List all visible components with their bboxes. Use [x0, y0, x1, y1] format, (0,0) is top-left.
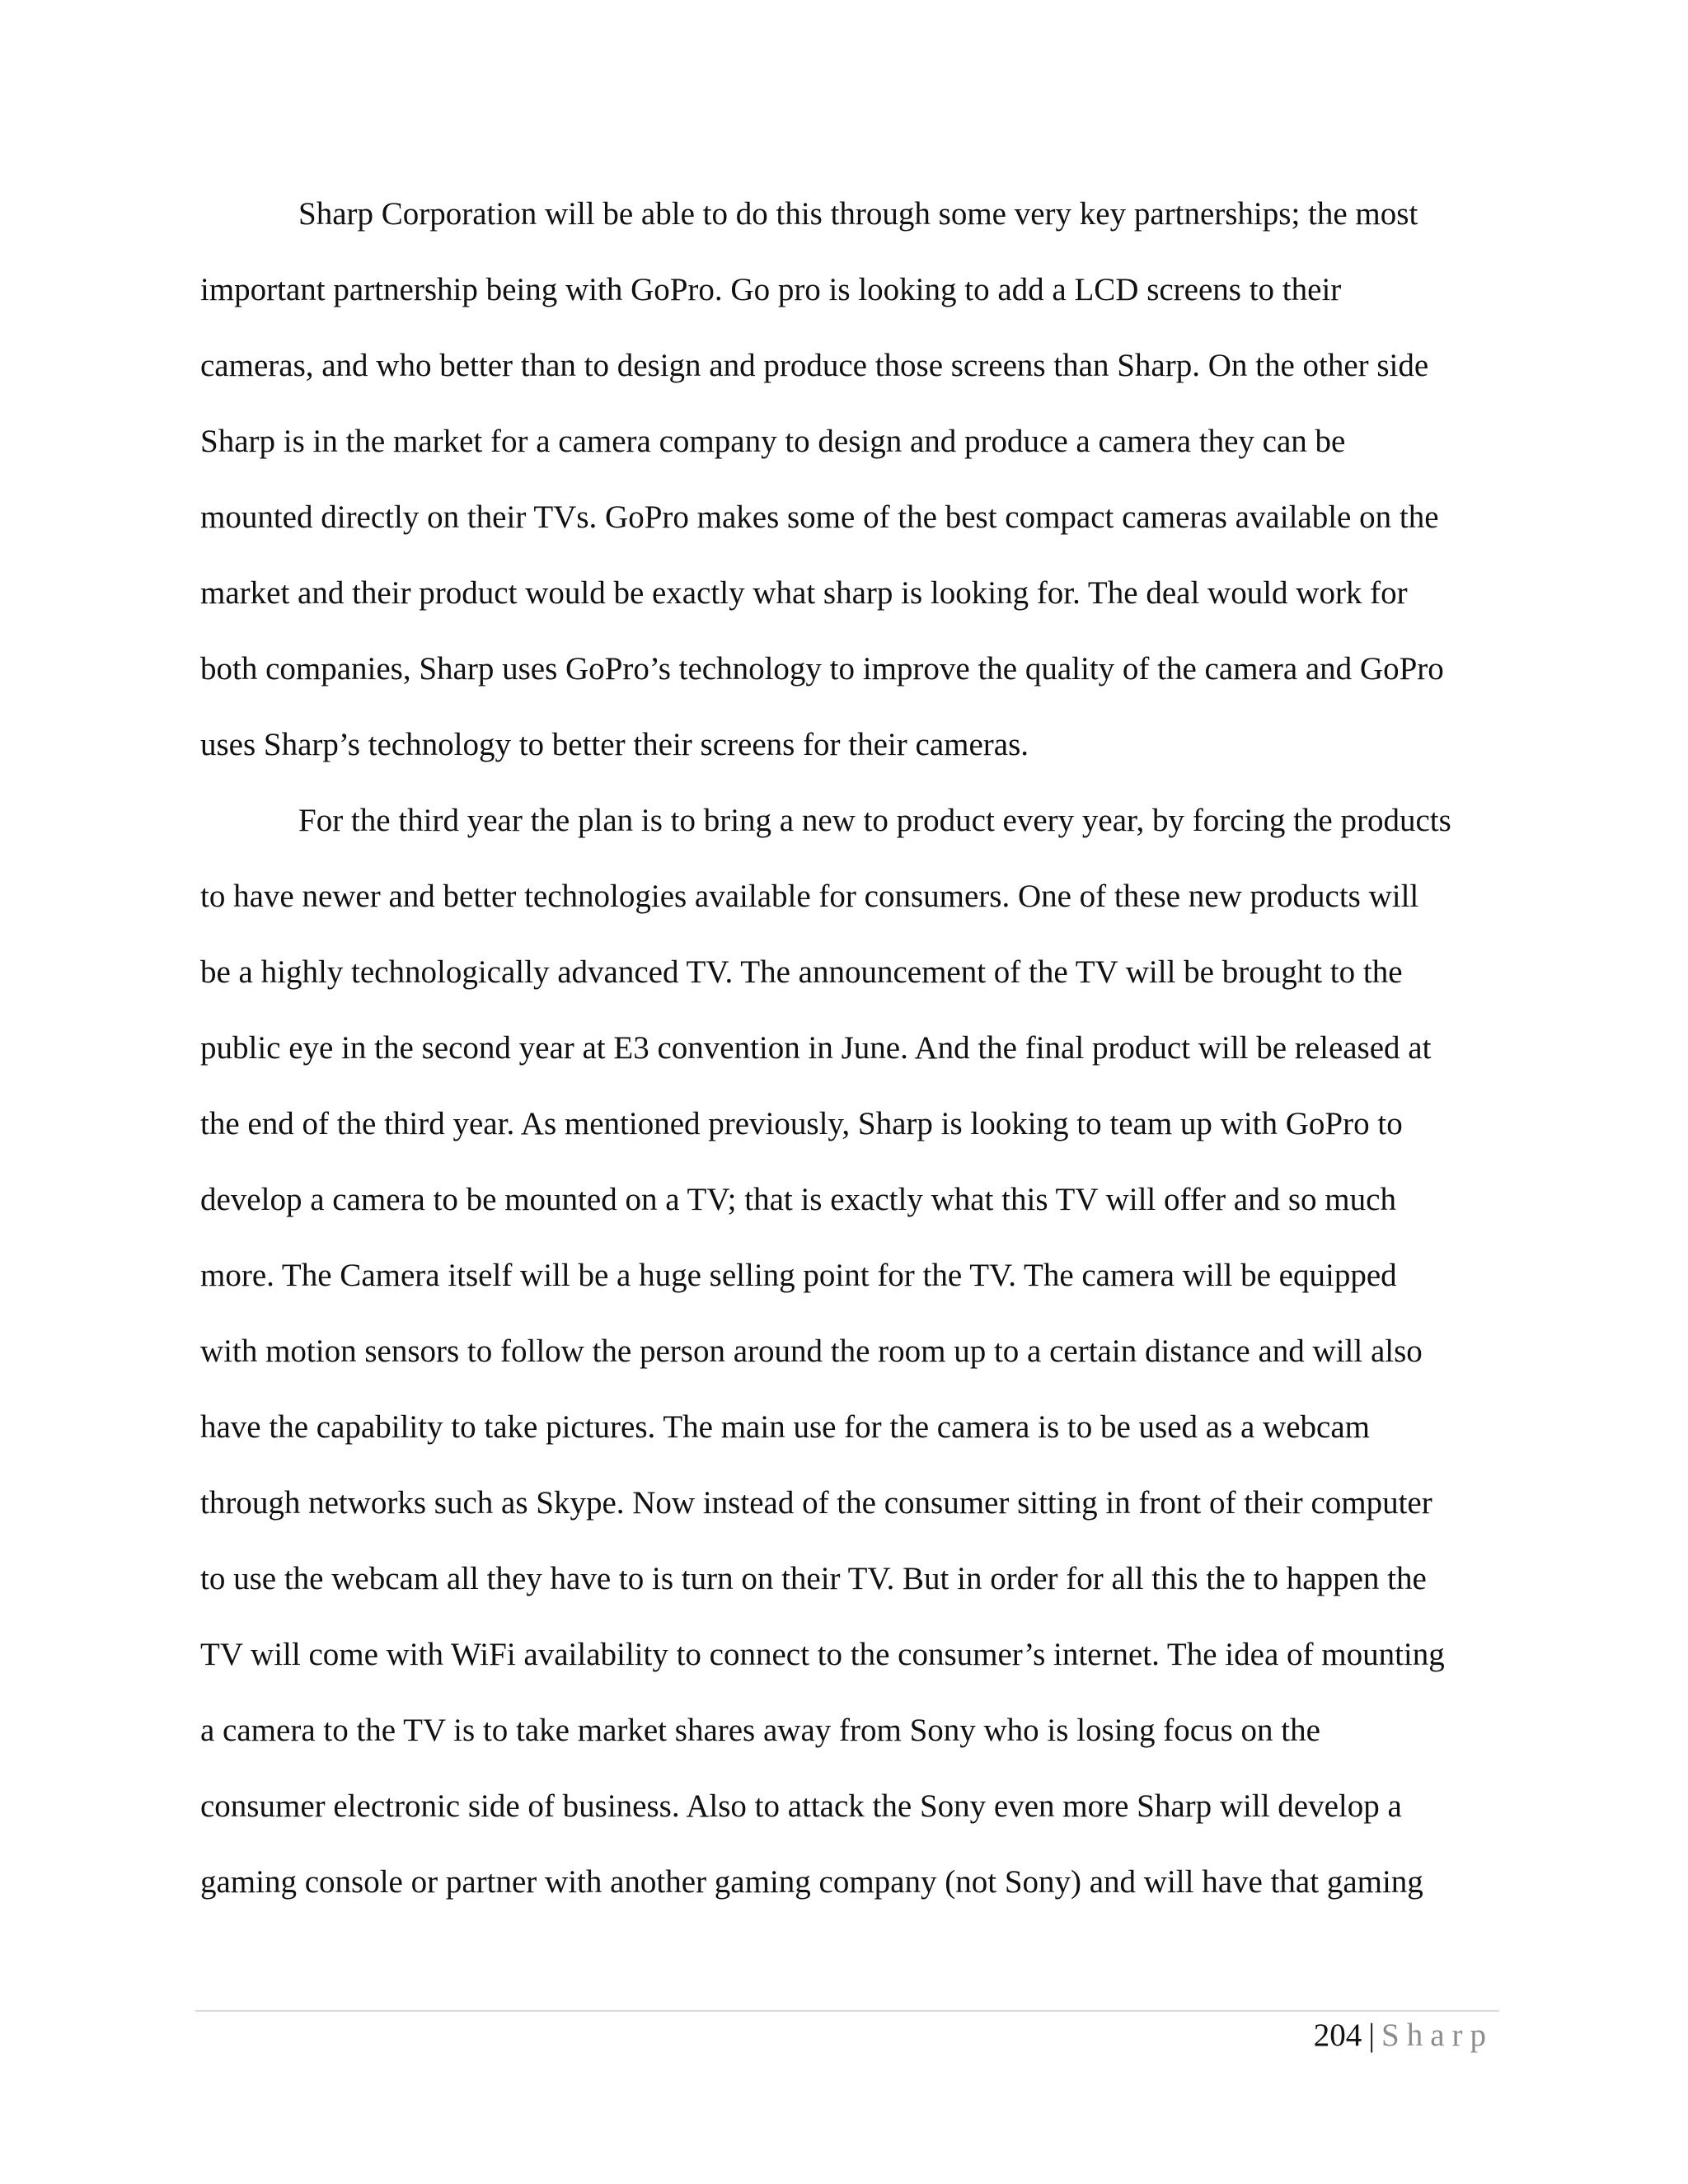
body-text-line: both companies, Sharp uses GoPro’s technology to improve the quality of the camera and GoPro: [200, 651, 1444, 687]
body-text-line: mounted directly on their TVs. GoPro makes some of the best compact cameras available on the: [200, 499, 1439, 535]
body-text-line: consumer electronic side of business. Also to attack the Sony even more Sharp will develop a: [200, 1788, 1402, 1824]
footer-separator: |: [1368, 2018, 1375, 2053]
body-text-line: the end of the third year. As mentioned previously, Sharp is looking to team up with GoPro to: [200, 1106, 1403, 1141]
body-text-line: gaming console or partner with another gaming company (not Sony) and will have that gaming: [200, 1864, 1423, 1900]
body-text-line: cameras, and who better than to design and produce those screens than Sharp. On the other side: [200, 348, 1429, 383]
body-text-line: market and their product would be exactly what sharp is looking for. The deal would work for: [200, 575, 1408, 611]
body-text-line: Sharp Corporation will be able to do this through some very key partnerships; the most: [298, 196, 1418, 232]
body-text-line: Sharp is in the market for a camera company to design and produce a camera they can be: [200, 424, 1346, 459]
body-text-line: more. The Camera itself will be a huge selling point for the TV. The camera will be equipped: [200, 1258, 1397, 1293]
page-number: 204: [1313, 2018, 1362, 2053]
body-text-line: be a highly technologically advanced TV. The announcement of the TV will be brought to the: [200, 954, 1403, 990]
body-text-line: develop a camera to be mounted on a TV; that is exactly what this TV will offer and so much: [200, 1182, 1396, 1217]
page-footer: [1314, 2016, 1493, 2055]
body-text-line: through networks such as Skype. Now instead of the consumer sitting in front of their computer: [200, 1485, 1432, 1521]
body-text-line: have the capability to take pictures. The main use for the camera is to be used as a webcam: [200, 1409, 1370, 1445]
running-head: Sharp: [1381, 2018, 1493, 2053]
footer-divider: [195, 2010, 1499, 2012]
body-text-line: TV will come with WiFi availability to connect to the consumer’s internet. The idea of mounting: [200, 1637, 1445, 1672]
body-text-line: with motion sensors to follow the person around the room up to a certain distance and will also: [200, 1333, 1423, 1369]
body-text-line: important partnership being with GoPro. Go pro is looking to add a LCD screens to their: [200, 272, 1342, 307]
body-text-line: to use the webcam all they have to is turn on their TV. But in order for all this the to happen the: [200, 1561, 1427, 1596]
body-text-line: a camera to the TV is to take market shares away from Sony who is losing focus on the: [200, 1713, 1320, 1748]
body-text-line: to have newer and better technologies available for consumers. One of these new products will: [200, 879, 1419, 914]
body-text-line: uses Sharp’s technology to better their screens for their cameras.: [200, 727, 1029, 762]
body-text-line: For the third year the plan is to bring a new to product every year, by forcing the products: [298, 803, 1451, 838]
body-text-line: public eye in the second year at E3 convention in June. And the final product will be released at: [200, 1030, 1432, 1066]
